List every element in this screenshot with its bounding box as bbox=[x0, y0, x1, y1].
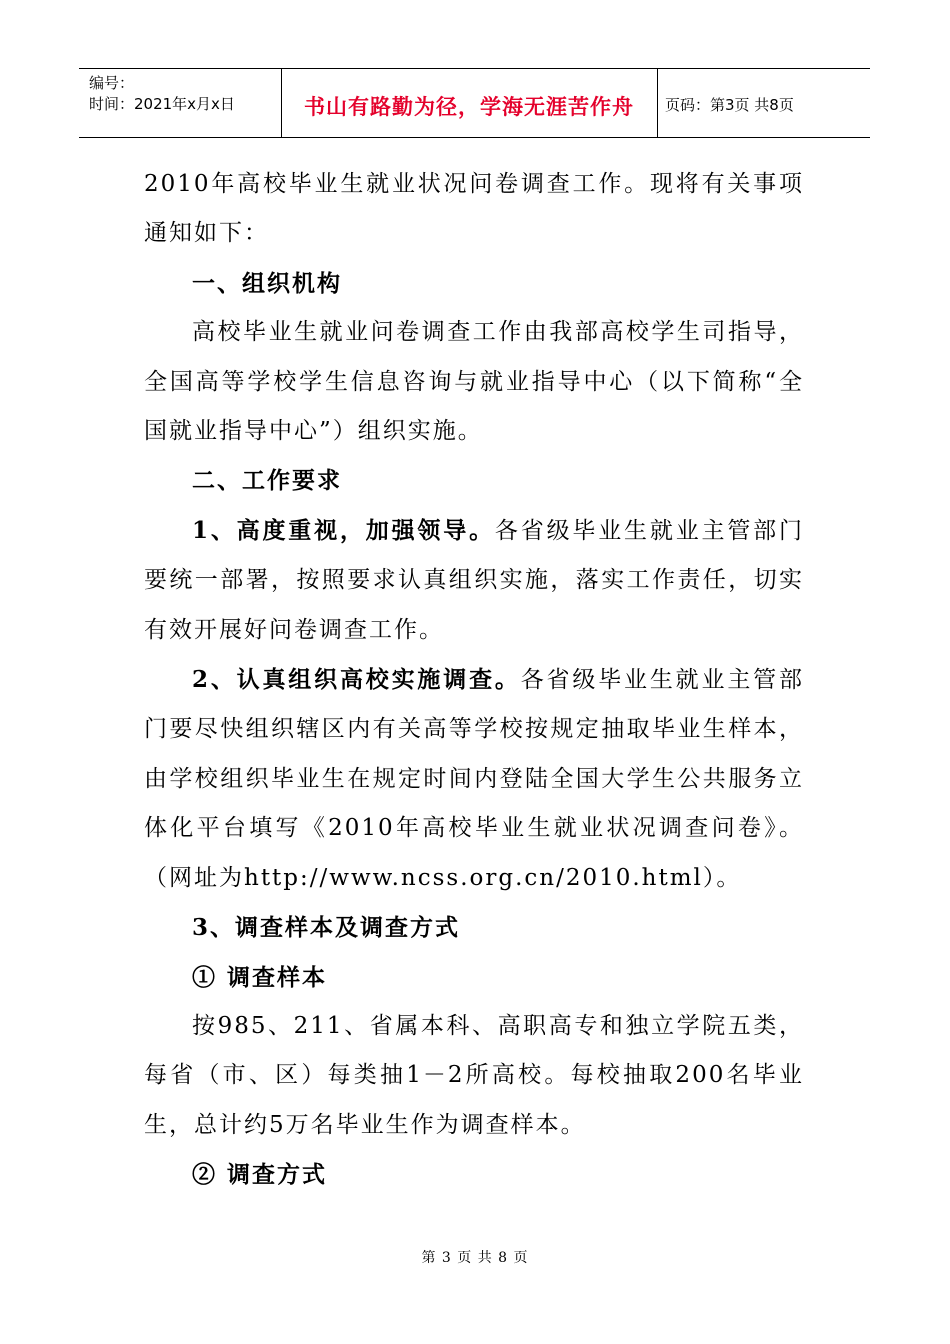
subheading-sample: ① 调查样本 bbox=[192, 963, 328, 991]
number-label: 编号： bbox=[89, 74, 135, 92]
section-heading-requirements: 二、工作要求 bbox=[192, 467, 342, 495]
date-label: 时间：2021年x月x日 bbox=[89, 95, 235, 113]
header-motto: 书山有路勤为径，学海无涯苦作舟 bbox=[304, 95, 634, 119]
item-1-text: 各省级毕业生就业主管部门要统一部署，按照要求认真组织实施，落实工作责任，切实有效开展好问卷调查工作。 bbox=[144, 517, 805, 643]
page-header bbox=[79, 68, 870, 138]
paragraph-sample: 按985、211、省属本科、高职高专和独立学院五类，每省（市、区）每类抽1－2所高校。每校抽取200名毕业生，总计约5万名毕业生作为调查样本。 bbox=[144, 1012, 804, 1138]
paragraph-item-2 bbox=[144, 655, 804, 903]
item-3-heading: 3、调查样本及调查方式 bbox=[192, 914, 461, 942]
section-heading-organization: 一、组织机构 bbox=[192, 269, 342, 297]
page-footer: 第 3 页 共 8 页 bbox=[421, 1250, 529, 1266]
paragraph-item-1 bbox=[144, 506, 804, 655]
item-2-title: 2、认真组织高校实施调查。 bbox=[192, 666, 521, 694]
item-1-title: 1、高度重视，加强领导。 bbox=[192, 516, 495, 544]
subheading-method: ② 调查方式 bbox=[192, 1161, 328, 1189]
header-page-code: 页码：第3页 共8页 bbox=[665, 96, 794, 114]
item-2-text: 各省级毕业生就业主管部门要尽快组织辖区内有关高等学校按规定抽取毕业生样本，由学校组织毕业生在规定时间内登陆全国大学生公共服务立体化平台填写《2010年高校毕业生就业状况调查问卷》。（网址为http://www.ncss.org.cn/2010.html）。 bbox=[144, 667, 804, 891]
paragraph-organization: 高校毕业生就业问卷调查工作由我部高校学生司指导，全国高等学校学生信息咨询与就业指导中心（以下简称“全国就业指导中心”）组织实施。 bbox=[144, 319, 804, 445]
paragraph-intro: 2010年高校毕业生就业状况问卷调查工作。现将有关事项通知如下： bbox=[144, 171, 804, 247]
header-meta bbox=[89, 73, 235, 115]
header-divider bbox=[657, 69, 658, 137]
document-body bbox=[144, 160, 804, 1200]
